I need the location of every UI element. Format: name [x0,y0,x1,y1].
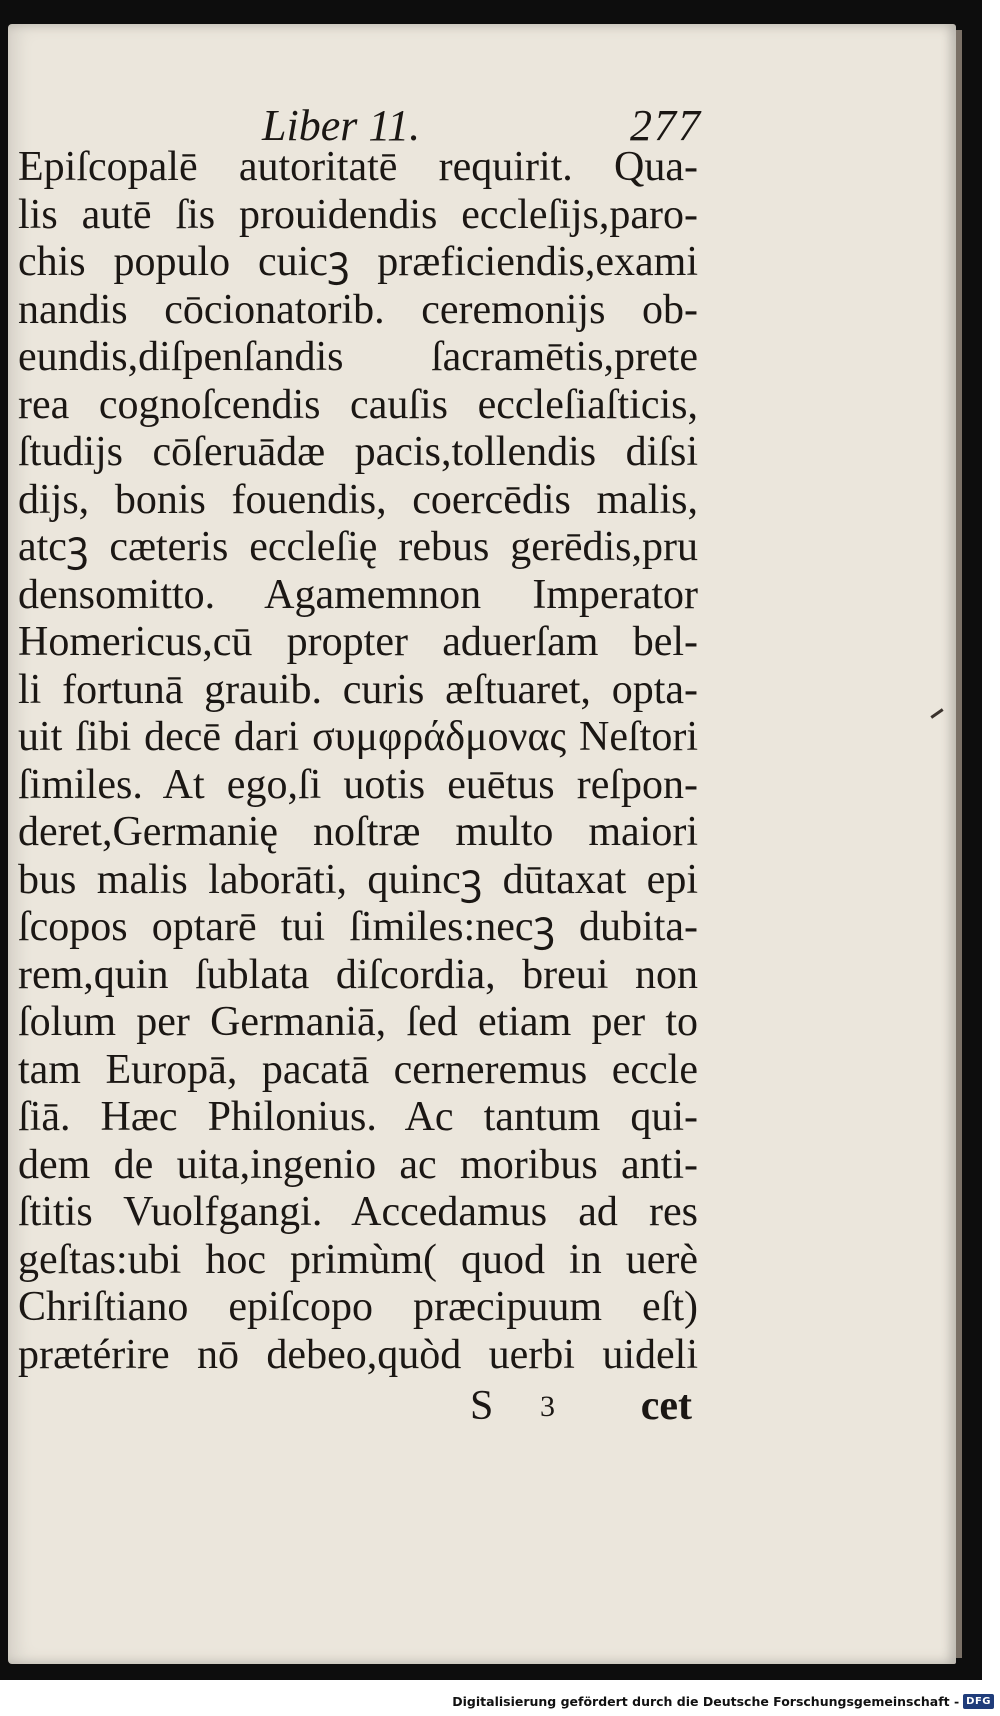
dfg-logo-icon: DFG [963,1694,994,1709]
text-line: atcꝫ cæteris eccleſię rebus gerēdis,pru [18,524,698,570]
text-line: densomitto. Agamemnon Imperator [18,571,698,618]
text-line: ſimiles. At ego,ſi uotis euētus reſpon- [18,761,698,808]
text-line: ſtudijs cōſeruādæ pacis,tollendis diſsi [18,429,698,475]
text-line: Chriſtiano epiſcopo præcipuum eſt) [18,1284,698,1330]
text-line: ſcopos optarē tui ſimiles:necꝫ dubita- [18,904,698,950]
text-line: bus malis laborāti, quincꝫ dūtaxat epi [18,856,698,903]
page-number: 277 [630,101,702,150]
catchline [470,1382,692,1432]
text-block [18,144,698,1379]
text-line: uit ſibi decē dari συμφράδμονας Neſtori [18,714,698,760]
text-line: eundis,diſpenſandis ſacramētis,prete [18,334,698,380]
text-line: ſtitis Vuolfgangi. Accedamus ad res [18,1189,698,1235]
signature-mark: S [470,1383,494,1429]
text-line: ſiā. Hæc Philonius. Ac tantum qui- [18,1094,698,1140]
text-line: prætérire nō debeo,quòd uerbi uideli [18,1331,698,1378]
text-line: deret,Germanię noſtræ multo maiori [18,809,698,855]
catchword: cet [640,1383,692,1429]
text-line: tam Europā, pacatā cerneremus eccle [18,1046,698,1093]
text-line: li fortunā grauib. curis æſtuaret, opta- [18,666,698,713]
text-line: nandis cōcionatorib. ceremonijs ob- [18,286,698,333]
signature-number: 3 [540,1390,555,1423]
page-edge [956,30,962,1658]
text-line: lis autē ſis prouidendis eccleſijs,paro- [18,191,698,238]
text-line: dijs, bonis fouendis, coercēdis malis, [18,476,698,523]
text-line: Epiſcopalē autoritatē requirit. Qua- [18,144,698,190]
book-title: Liber 11. [262,101,421,150]
text-line: rea cognoſcendis cauſis eccleſiaſticis, [18,381,698,428]
text-line: geſtas:ubi hoc primùm( quod in uerè [18,1236,698,1283]
text-line: dem de uita,ingenio ac moribus anti- [18,1141,698,1188]
text-line: Homericus,cū propter aduerſam bel- [18,619,698,665]
funding-credit: Digitalisierung gefördert durch die Deutsche Forschungsgemeinschaft - [452,1693,960,1709]
text-line: chis populo cuicꝫ præficiendis,exami [18,239,698,285]
text-line: ſolum per Germaniā, ſed etiam per to [18,999,698,1045]
footer-credit [452,1690,994,1712]
text-line: rem,quin ſublata diſcordia, breui non [18,951,698,998]
